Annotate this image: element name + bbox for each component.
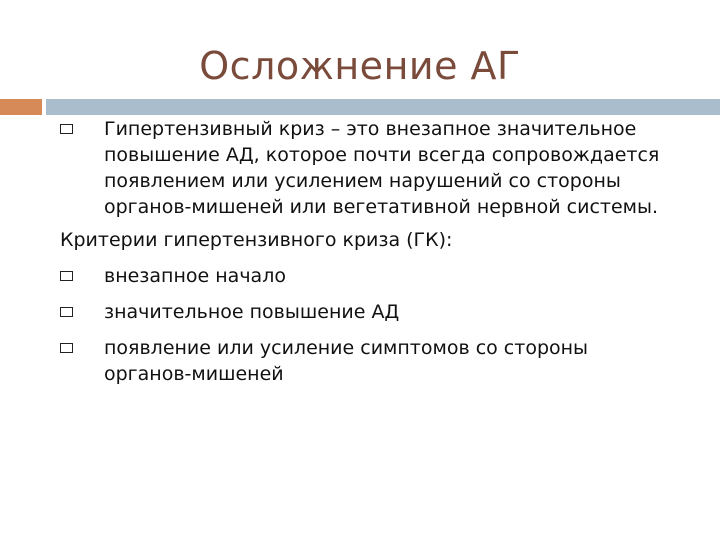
bullet-text: значительное повышение АД	[104, 301, 400, 323]
bullet-item-bp-increase	[60, 299, 680, 325]
square-bullet-icon	[60, 343, 73, 353]
square-bullet-icon	[60, 307, 73, 317]
square-bullet-icon	[60, 124, 73, 134]
title-divider-bar	[46, 99, 720, 115]
bullet-text: внезапное начало	[104, 265, 286, 287]
bullet-text: Гипертензивный криз – это внезапное значительное повышение АД, которое почти всегда сопровождается появлением или усилением нарушений со стороны органов-мишеней или вегетативной нервной системы.	[104, 118, 660, 218]
accent-bar	[0, 99, 42, 115]
slide-body	[60, 114, 680, 395]
bullet-item-definition	[60, 116, 680, 220]
slide-title: Осложнение АГ	[199, 44, 521, 88]
bullet-text: появление или усиление симптомов со стороны органов-мишеней	[104, 337, 589, 385]
bullet-item-sudden-onset	[60, 263, 680, 289]
square-bullet-icon	[60, 271, 73, 281]
bullet-item-target-organs	[60, 335, 680, 387]
criteria-heading: Критерии гипертензивного криза (ГК):	[60, 229, 453, 251]
